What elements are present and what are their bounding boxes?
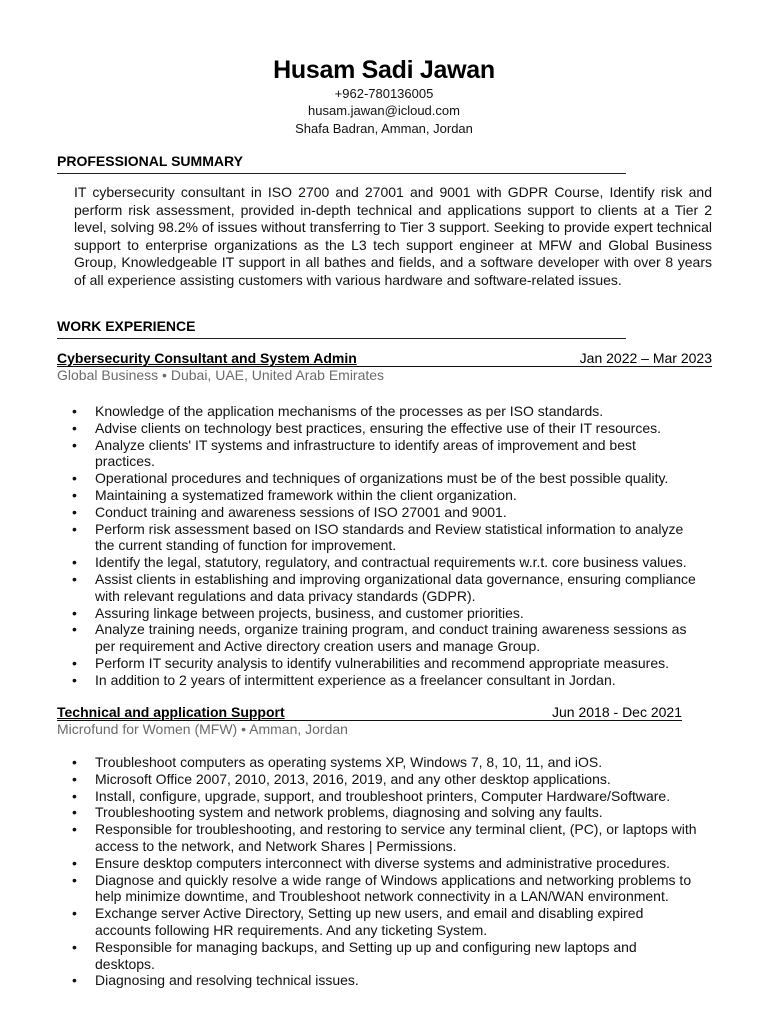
list-item: • Maintaining a systematized framework within the client organization. — [57, 487, 697, 504]
section-title-work: WORK EXPERIENCE — [57, 318, 196, 334]
list-item: • Conduct training and awareness sessions of ISO 27001 and 9001. — [57, 504, 697, 521]
contact-address: Shafa Badran, Amman, Jordan — [295, 121, 473, 136]
job-dates: Jan 2022 – Mar 2023 — [579, 350, 712, 366]
job-dates: Jun 2018 - Dec 2021 — [552, 704, 682, 720]
list-item: • Diagnosing and resolving technical issues. — [57, 972, 697, 989]
list-item: • Responsible for managing backups, and Setting up up and configuring new laptops and desktops. — [57, 939, 697, 973]
list-item: • Assist clients in establishing and improving organizational data governance, ensuring compliance with relevant regulations and data privacy standards (GDPR). — [57, 571, 697, 605]
list-item: • Operational procedures and techniques of organizations must be of the best possible quality. — [57, 470, 697, 487]
section-title-summary: PROFESSIONAL SUMMARY — [57, 153, 243, 169]
list-item: • Responsible for troubleshooting, and restoring to service any terminal client, (PC), or laptops with access to the network, and Network Shares | Permissions. — [57, 821, 697, 855]
section-divider — [57, 338, 626, 339]
list-item: • Install, configure, upgrade, support, and troubleshoot printers, Computer Hardware/Software. — [57, 788, 697, 805]
list-item: • Exchange server Active Directory, Setting up new users, and email and disabling expired accounts following HR requirements. And any ticketing System. — [57, 905, 697, 939]
list-item: • Advise clients on technology best practices, ensuring the effective use of their IT resources. — [57, 420, 697, 437]
list-item: • Identify the legal, statutory, regulatory, and contractual requirements w.r.t. core business values. — [57, 554, 697, 571]
list-item: • Perform IT security analysis to identify vulnerabilities and recommend appropriate measures. — [57, 655, 697, 672]
list-item: • Troubleshoot computers as operating systems XP, Windows 7, 8, 10, 11, and iOS. — [57, 754, 697, 771]
job-title: Technical and application Support — [57, 704, 285, 720]
list-item: • Perform risk assessment based on ISO standards and Review statistical information to analyze the current standing of function for improvement. — [57, 521, 697, 555]
list-item: • In addition to 2 years of intermittent experience as a freelancer consultant in Jordan. — [57, 672, 697, 689]
candidate-name: Husam Sadi Jawan — [273, 56, 495, 84]
list-item: • Analyze training needs, organize training program, and conduct training awareness sessions as per requirement and Active directory creation users and manage Group. — [57, 621, 697, 655]
list-item: • Analyze clients' IT systems and infrastructure to identify areas of improvement and best practices. — [57, 437, 697, 471]
job-responsibilities — [57, 754, 697, 989]
job-title: Cybersecurity Consultant and System Admin — [57, 350, 357, 366]
list-item: • Microsoft Office 2007, 2010, 2013, 2016, 2019, and any other desktop applications. — [57, 771, 697, 788]
list-item: • Ensure desktop computers interconnect with diverse systems and administrative procedures. — [57, 855, 697, 872]
job-header — [57, 350, 712, 367]
list-item: • Troubleshooting system and network problems, diagnosing and solving any faults. — [57, 804, 697, 821]
job-company: Global Business • Dubai, UAE, United Arab Emirates — [57, 367, 385, 383]
job-header — [57, 704, 682, 721]
list-item: • Knowledge of the application mechanisms of the processes as per ISO standards. — [57, 403, 697, 420]
list-item: • Assuring linkage between projects, business, and customer priorities. — [57, 605, 697, 622]
job-responsibilities — [57, 403, 697, 689]
job-company: Microfund for Women (MFW) • Amman, Jordan — [57, 721, 348, 737]
section-divider — [57, 173, 626, 174]
contact-email: husam.jawan@icloud.com — [308, 103, 460, 118]
list-item: • Diagnose and quickly resolve a wide range of Windows applications and networking problems to help minimize downtime, and Troubleshoot network connectivity in a LAN/WAN environment. — [57, 872, 697, 906]
contact-phone: +962-780136005 — [334, 86, 434, 101]
summary-text: IT cybersecurity consultant in ISO 2700 and 27001 and 9001 with GDPR Course, Identify risk and perform risk assessment, provided in-depth technical and applications support to clients at a Tier 2 level, solving 98.2% of issues without transferring to Tier 3 support. Seeking to provide expert technical support to enterprise organizations as the L3 tech support engineer at MFW and Global Business Group, Knowledgeable IT support in all bathes and fields, and a software developer with over 8 years of all experience assisting customers with various hardware and software-related issues. — [74, 184, 712, 288]
